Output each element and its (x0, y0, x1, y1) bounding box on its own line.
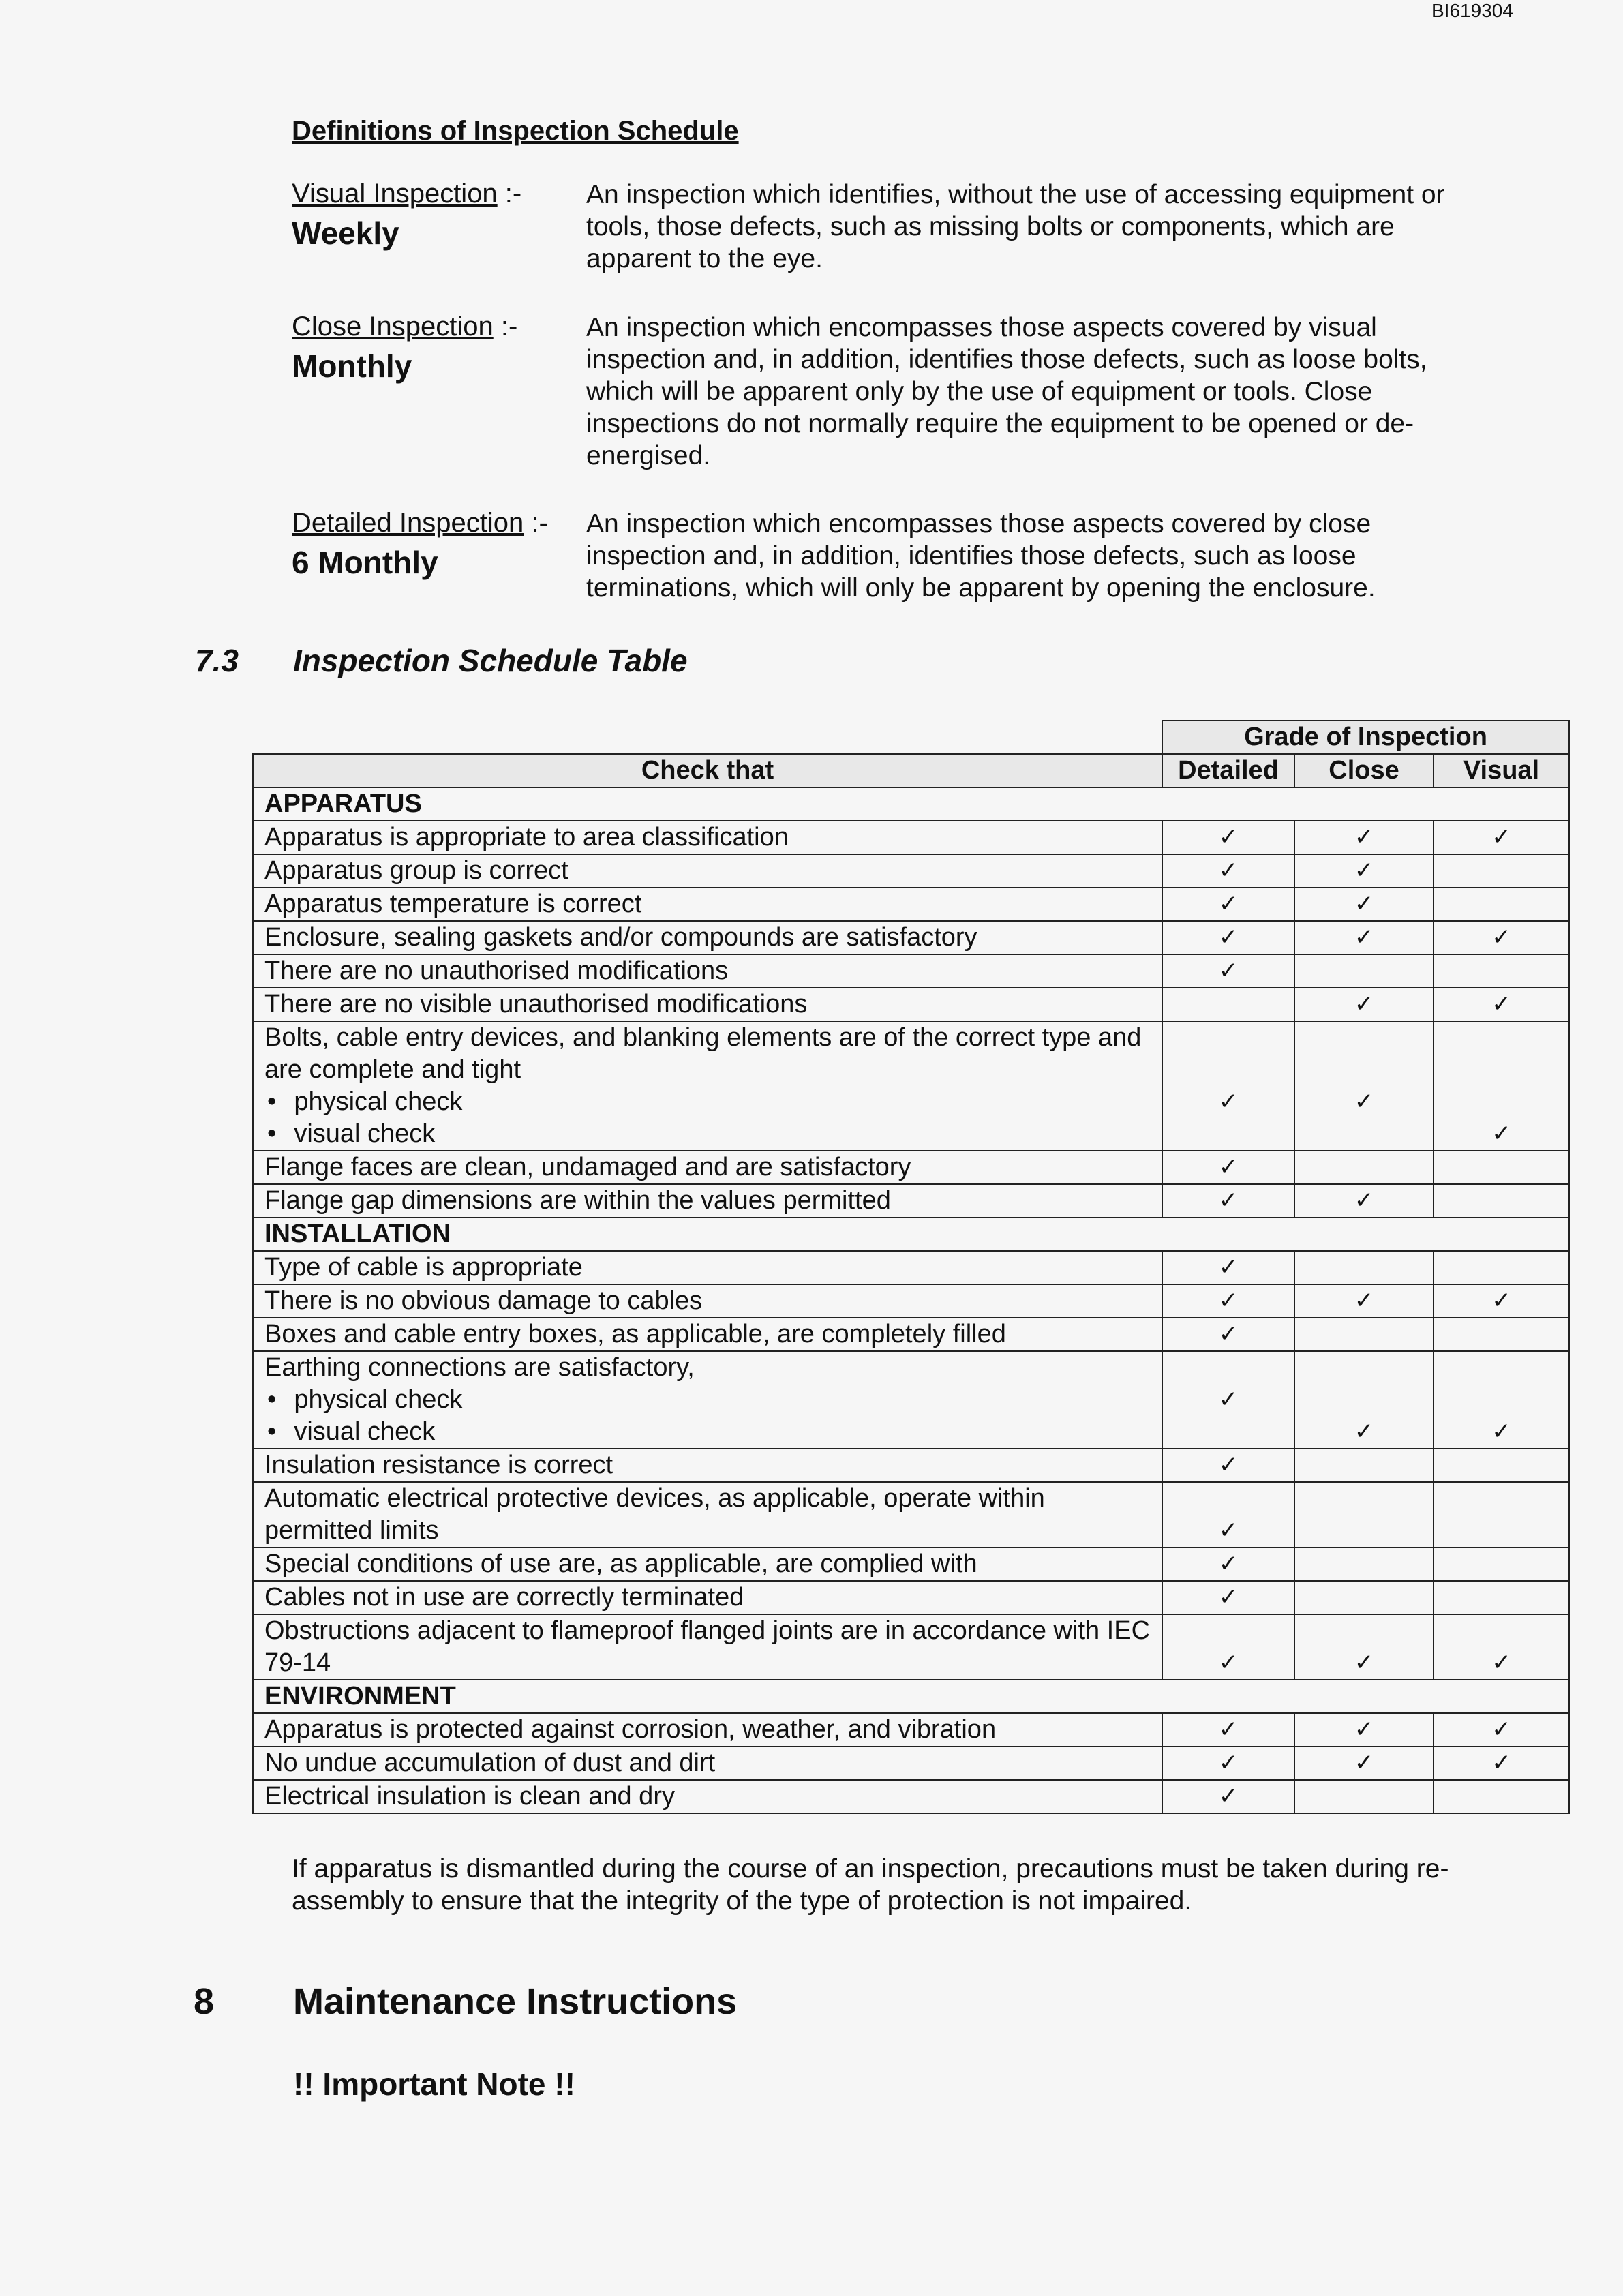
table-row: There is no obvious damage to cables ✓ ✓ ✓ (253, 1284, 1569, 1318)
check-header: Check that (253, 754, 1162, 787)
tick-icon: ✓ (1162, 1318, 1294, 1351)
definition-text: An inspection which encompasses those aspects covered by visual inspection and, in addition, identifies those defects, such as loose bolts, which will be apparent only by the use of equipment or tools. Close inspections do not normally require the equipment to be opened or de-energised. (586, 313, 1427, 470)
table-row: Electrical insulation is clean and dry ✓ (253, 1780, 1569, 1813)
col-detailed: Detailed (1162, 754, 1294, 787)
definition-label: Close Inspection (292, 312, 494, 342)
tick-icon: ✓ (1162, 1184, 1294, 1218)
table-row: Apparatus group is correct ✓ ✓ (253, 854, 1569, 888)
tick-icon: ✓ (1354, 1088, 1374, 1115)
table-row: No undue accumulation of dust and dirt ✓ ✓ ✓ (253, 1747, 1569, 1780)
tick-icon: ✓ (1162, 1482, 1294, 1547)
tick-icon: ✓ (1294, 1713, 1434, 1747)
grade-header: Grade of Inspection (1162, 721, 1569, 754)
document-id: BI619304 (1431, 0, 1513, 21)
table-row: Apparatus is protected against corrosion, weather, and vibration ✓ ✓ ✓ (253, 1713, 1569, 1747)
tick-icon: ✓ (1162, 1547, 1294, 1581)
section-number: 8 (194, 1981, 215, 2022)
col-visual: Visual (1434, 754, 1569, 787)
definition-frequency: 6 Monthly (292, 545, 438, 580)
definition-label: Visual Inspection (292, 179, 498, 209)
tick-icon: ✓ (1294, 1184, 1434, 1218)
table-row: Automatic electrical protective devices, as applicable, operate within permitted limits ✓ (253, 1482, 1569, 1547)
table-row: Enclosure, sealing gaskets and/or compounds are satisfactory ✓ ✓ ✓ (253, 921, 1569, 954)
tick-icon: ✓ (1434, 1713, 1569, 1747)
important-note: !! Important Note !! (293, 2066, 575, 2102)
tick-icon: ✓ (1434, 821, 1569, 854)
tick-icon: ✓ (1434, 988, 1569, 1021)
tick-icon: ✓ (1162, 888, 1294, 921)
tick-icon: ✓ (1162, 1284, 1294, 1318)
definition-frequency: Monthly (292, 348, 412, 384)
section-title: Maintenance Instructions (293, 1981, 738, 2022)
table-row: Special conditions of use are, as applicable, are complied with ✓ (253, 1547, 1569, 1581)
tick-icon: ✓ (1294, 888, 1434, 921)
tick-icon: ✓ (1294, 854, 1434, 888)
dismantle-note: If apparatus is dismantled during the course of an inspection, precautions must be taken during re-assembly to ensure that the integrity of the type of protection is not impaired. (292, 1854, 1449, 1916)
table-row: Insulation resistance is correct ✓ (253, 1449, 1569, 1482)
tick-icon: ✓ (1162, 1780, 1294, 1813)
tick-icon: ✓ (1354, 1418, 1374, 1445)
table-row: Bolts, cable entry devices, and blanking elements are of the correct type and are complete and tight • physical check • visual check ✓ ✓ ✓ (253, 1021, 1569, 1151)
group-label: APPARATUS (253, 787, 1569, 821)
col-close: Close (1294, 754, 1434, 787)
tick-icon: ✓ (1162, 1151, 1294, 1184)
tick-icon: ✓ (1294, 988, 1434, 1021)
tick-icon: ✓ (1218, 1088, 1239, 1115)
inspection-schedule-table (252, 720, 1570, 1814)
table-row: There are no unauthorised modifications ✓ (253, 954, 1569, 988)
definition-frequency: Weekly (292, 215, 399, 251)
definition-text: An inspection which identifies, without the use of accessing equipment or tools, those defects, such as missing bolts or components, which are apparent to the eye. (586, 180, 1445, 273)
table-header-row (253, 721, 1569, 754)
tick-icon: ✓ (1218, 1386, 1239, 1413)
tick-icon: ✓ (1491, 1418, 1511, 1445)
group-row (253, 1680, 1569, 1713)
table-header-row (253, 754, 1569, 787)
tick-icon: ✓ (1294, 1284, 1434, 1318)
tick-icon: ✓ (1294, 1747, 1434, 1780)
tick-icon: ✓ (1434, 1747, 1569, 1780)
definition-label: Detailed Inspection (292, 508, 524, 538)
table-row: There are no visible unauthorised modifications ✓ ✓ (253, 988, 1569, 1021)
table-row: Earthing connections are satisfactory, • physical check • visual check ✓ ✓ ✓ (253, 1351, 1569, 1449)
tick-icon: ✓ (1162, 821, 1294, 854)
table-row: Cables not in use are correctly terminated ✓ (253, 1581, 1569, 1614)
table-row: Obstructions adjacent to flameproof flanged joints are in accordance with IEC 79-14 ✓ ✓ ✓ (253, 1614, 1569, 1680)
tick-icon: ✓ (1294, 1614, 1434, 1680)
tick-icon: ✓ (1434, 1284, 1569, 1318)
tick-icon: ✓ (1162, 1581, 1294, 1614)
table-row: Flange gap dimensions are within the values permitted ✓ ✓ (253, 1184, 1569, 1218)
table-row: Apparatus is appropriate to area classification ✓ ✓ ✓ (253, 821, 1569, 854)
section-number: 7.3 (195, 643, 239, 678)
tick-icon: ✓ (1434, 1614, 1569, 1680)
tick-icon: ✓ (1491, 1120, 1511, 1147)
tick-icon: ✓ (1162, 1449, 1294, 1482)
group-label: INSTALLATION (253, 1218, 1569, 1251)
group-row (253, 787, 1569, 821)
tick-icon: ✓ (1162, 854, 1294, 888)
table-row: Apparatus temperature is correct ✓ ✓ (253, 888, 1569, 921)
table-row: Type of cable is appropriate ✓ (253, 1251, 1569, 1284)
group-label: ENVIRONMENT (253, 1680, 1569, 1713)
group-row (253, 1218, 1569, 1251)
tick-icon: ✓ (1162, 954, 1294, 988)
tick-icon: ✓ (1294, 921, 1434, 954)
tick-icon: ✓ (1162, 1713, 1294, 1747)
table-row: Flange faces are clean, undamaged and are satisfactory ✓ (253, 1151, 1569, 1184)
tick-icon: ✓ (1162, 1614, 1294, 1680)
tick-icon: ✓ (1294, 821, 1434, 854)
tick-icon: ✓ (1434, 921, 1569, 954)
tick-icon: ✓ (1162, 1747, 1294, 1780)
tick-icon: ✓ (1162, 1251, 1294, 1284)
definitions-title: Definitions of Inspection Schedule (292, 116, 739, 146)
definition-text: An inspection which encompasses those aspects covered by close inspection and, in addition, identifies those defects, such as loose terminations, which will only be apparent by opening the enclosure. (586, 509, 1376, 603)
section-title: Inspection Schedule Table (293, 643, 688, 678)
tick-icon: ✓ (1162, 921, 1294, 954)
table-row: Boxes and cable entry boxes, as applicable, are completely filled ✓ (253, 1318, 1569, 1351)
